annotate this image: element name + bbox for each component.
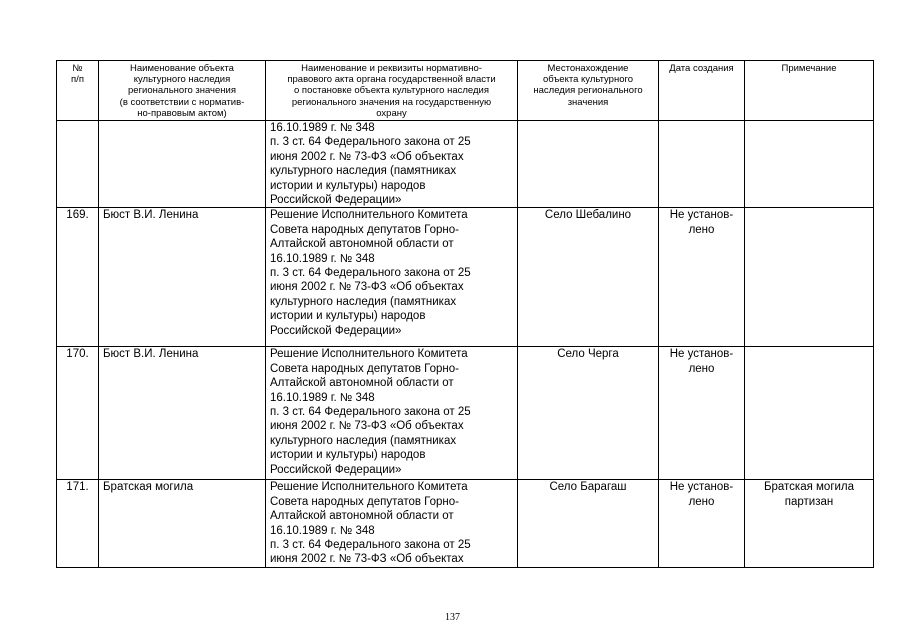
cell-line: лено xyxy=(688,223,715,236)
column-header-line: объекта культурного xyxy=(542,74,634,86)
cell-date xyxy=(659,347,745,480)
cell-line: Село Барагаш xyxy=(549,481,627,494)
cell-line: Российской Федерации» xyxy=(270,324,402,337)
cell-date xyxy=(659,121,745,208)
cell-line: июня 2002 г. № 73-ФЗ «Об объектах xyxy=(270,281,464,294)
table-header-row xyxy=(57,61,874,121)
column-header-loc xyxy=(518,61,659,121)
cell-loc xyxy=(518,121,659,208)
column-header-date xyxy=(659,61,745,121)
column-header-line: охрану xyxy=(376,107,407,119)
cell-name xyxy=(99,121,266,208)
cell-line: Село Шебалино xyxy=(544,209,632,222)
cell-line: июня 2002 г. № 73-ФЗ «Об объектах xyxy=(270,553,464,566)
cell-line: лено xyxy=(688,362,715,375)
cell-line: 16.10.1989 г. № 348 xyxy=(270,252,375,265)
cell-note xyxy=(745,347,874,480)
cell-line: Бюст В.И. Ленина xyxy=(103,209,199,222)
cell-line: п. 3 ст. 64 Федерального закона от 25 xyxy=(270,406,471,419)
cell-name xyxy=(99,480,266,568)
cell-act xyxy=(266,121,518,208)
column-header-line: Наименование и реквизиты нормативно- xyxy=(301,63,482,74)
column-header-name xyxy=(99,61,266,121)
column-header-line: (в соответствии с норматив- xyxy=(119,96,245,108)
cell-num xyxy=(57,121,99,208)
cell-line: Алтайской автономной области от xyxy=(270,238,454,251)
cell-loc xyxy=(518,480,659,568)
column-header-line: п/п xyxy=(71,74,84,86)
cell-line: Братская могила xyxy=(103,481,194,494)
cell-act xyxy=(266,208,518,347)
cell-act xyxy=(266,480,518,568)
column-header-line: культурного наследия xyxy=(133,74,231,86)
table-row xyxy=(57,347,874,480)
column-header-act xyxy=(266,61,518,121)
cell-date xyxy=(659,208,745,347)
cell-line: Не установ- xyxy=(669,209,734,222)
cell-line: Алтайской автономной области от xyxy=(270,377,454,390)
table-body xyxy=(57,121,874,568)
column-header-line: Примечание xyxy=(781,63,837,74)
cell-line: Не установ- xyxy=(669,348,734,361)
cell-loc xyxy=(518,347,659,480)
cell-line: 16.10.1989 г. № 348 xyxy=(270,524,375,537)
cell-loc xyxy=(518,208,659,347)
cell-line: культурного наследия (памятниках xyxy=(270,165,457,178)
table-row xyxy=(57,480,874,568)
column-header-line: но-правовым актом) xyxy=(137,107,227,119)
column-header-line: регионального значения на государственную xyxy=(291,96,492,108)
cell-line: Российской Федерации» xyxy=(270,194,402,207)
column-header-line: № xyxy=(72,63,83,74)
cell-line: п. 3 ст. 64 Федерального закона от 25 xyxy=(270,267,471,280)
cell-num: 171. xyxy=(57,480,99,568)
cell-line: истории и культуры) народов xyxy=(270,179,426,192)
cell-line: истории и культуры) народов xyxy=(270,449,426,462)
cell-line: 16.10.1989 г. № 348 xyxy=(270,122,375,135)
column-header-line: Местонахождение xyxy=(547,63,629,74)
cell-line: Российской Федерации» xyxy=(270,463,402,476)
cell-line: партизан xyxy=(784,495,834,508)
cell-line: Решение Исполнительного Комитета xyxy=(270,481,468,494)
cell-line: Бюст В.И. Ленина xyxy=(103,348,199,361)
cell-line: 16.10.1989 г. № 348 xyxy=(270,391,375,404)
cell-line: лено xyxy=(688,495,715,508)
cell-note xyxy=(745,121,874,208)
cell-name xyxy=(99,208,266,347)
column-header-line: регионального значения xyxy=(128,85,236,97)
cell-line: Решение Исполнительного Комитета xyxy=(270,209,468,222)
cell-line: июня 2002 г. № 73-ФЗ «Об объектах xyxy=(270,420,464,433)
cell-line: п. 3 ст. 64 Федерального закона от 25 xyxy=(270,539,471,552)
cell-line: Братская могила xyxy=(763,481,855,494)
cell-line: культурного наследия (памятниках xyxy=(270,295,457,308)
column-header-line: значения xyxy=(567,96,609,108)
cell-line: Совета народных депутатов Горно- xyxy=(270,362,460,375)
page-number: 137 xyxy=(445,612,460,623)
cell-num: 170. xyxy=(57,347,99,480)
cell-line: п. 3 ст. 64 Федерального закона от 25 xyxy=(270,136,471,149)
cell-line: Алтайской автономной области от xyxy=(270,510,454,523)
cell-line: Село Черга xyxy=(557,348,619,361)
cell-line: истории и культуры) народов xyxy=(270,310,426,323)
cell-act xyxy=(266,347,518,480)
cell-note xyxy=(745,480,874,568)
column-header-line: Дата создания xyxy=(669,63,734,74)
cell-line: июня 2002 г. № 73-ФЗ «Об объектах xyxy=(270,150,464,163)
cell-line: Решение Исполнительного Комитета xyxy=(270,348,468,361)
column-header-note xyxy=(745,61,874,121)
cell-line: Совета народных депутатов Горно- xyxy=(270,495,460,508)
cell-num: 169. xyxy=(57,208,99,347)
column-header-num xyxy=(57,61,99,121)
column-header-line: о постановке объекта культурного наследия xyxy=(294,85,489,97)
cell-note xyxy=(745,208,874,347)
cell-line: Совета народных депутатов Горно- xyxy=(270,223,460,236)
cell-date xyxy=(659,480,745,568)
cell-line: Не установ- xyxy=(669,481,734,494)
cell-name xyxy=(99,347,266,480)
cell-line: культурного наследия (памятниках xyxy=(270,434,457,447)
column-header-line: Наименование объекта xyxy=(130,63,234,74)
column-header-line: наследия регионального xyxy=(533,85,643,97)
table-row xyxy=(57,121,874,208)
column-header-line: правового акта органа государственной власти xyxy=(287,74,496,86)
table-row xyxy=(57,208,874,347)
heritage-registry-table xyxy=(56,60,874,568)
